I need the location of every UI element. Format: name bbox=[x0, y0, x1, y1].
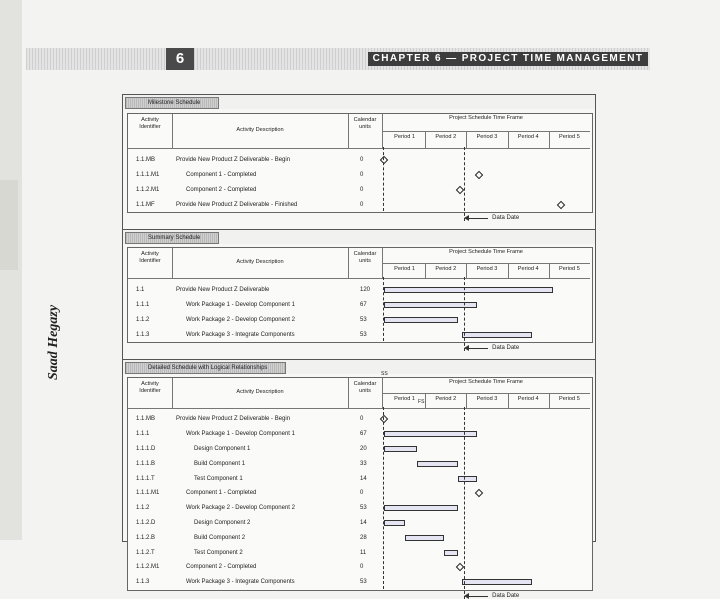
detailed-table-row bbox=[128, 456, 590, 471]
summary-table-row bbox=[128, 327, 590, 342]
calendar-units: 28 bbox=[360, 534, 367, 541]
milestone-diamond bbox=[380, 415, 388, 423]
milestone-section-title: Milestone Schedule bbox=[125, 97, 219, 109]
detailed-table-row bbox=[128, 442, 590, 457]
milestone-header-period-5: Period 5 bbox=[558, 134, 580, 140]
summary-header-rule bbox=[128, 278, 590, 279]
activity-id: 1.1.3 bbox=[136, 331, 150, 338]
detailed-data-date-arrow bbox=[468, 596, 488, 597]
activity-description: Work Package 2 - Develop Component 2 bbox=[186, 316, 295, 323]
activity-id: 1.1.2 bbox=[136, 505, 150, 512]
schedule-bar bbox=[384, 317, 458, 323]
fs-relationship-label: FS bbox=[418, 399, 425, 405]
milestone-diamond bbox=[557, 200, 565, 208]
activity-description: Design Component 1 bbox=[194, 445, 251, 452]
activity-id: 1.1.3 bbox=[136, 579, 150, 586]
activity-description: Work Package 1 - Develop Component 1 bbox=[186, 431, 295, 438]
schedule-bar bbox=[458, 476, 477, 482]
detailed-table-row bbox=[128, 530, 590, 545]
summary-header-period-1: Period 1 bbox=[394, 266, 416, 272]
activity-id: 1.1.2.D bbox=[136, 519, 156, 526]
summary-data-date-line bbox=[464, 277, 465, 351]
schedule-bar bbox=[405, 535, 444, 541]
milestone-header-period-1: Period 1 bbox=[394, 134, 416, 140]
activity-description: Component 1 - Completed bbox=[186, 171, 257, 178]
detailed-header-activity-id: Activity Identifier bbox=[139, 381, 161, 394]
chapter-title: CHAPTER 6 — PROJECT TIME MANAGEMENT bbox=[368, 52, 648, 66]
detailed-header-timeframe: Project Schedule Time Frame bbox=[449, 379, 523, 385]
detailed-header-activity-desc: Activity Description bbox=[236, 389, 284, 395]
detailed-header-period-2: Period 2 bbox=[435, 396, 457, 402]
summary-table-row bbox=[128, 297, 590, 312]
summary-header-period-2: Period 2 bbox=[435, 266, 457, 272]
activity-description: Test Component 1 bbox=[194, 475, 243, 482]
detailed-table-row bbox=[128, 471, 590, 486]
milestone-diamond bbox=[380, 155, 388, 163]
activity-description: Work Package 3 - Integrate Components bbox=[186, 579, 295, 586]
activity-description: Work Package 2 - Develop Component 2 bbox=[186, 505, 295, 512]
detailed-section-bar bbox=[123, 359, 595, 374]
detailed-table-row bbox=[128, 486, 590, 501]
detailed-table-row bbox=[128, 501, 590, 516]
activity-id: 1.1.1.D bbox=[136, 445, 156, 452]
summary-header-activity-id: Activity Identifier bbox=[139, 251, 161, 264]
activity-id: 1.1.1.T bbox=[136, 475, 155, 482]
schedule-bar bbox=[462, 332, 532, 338]
detailed-data-date-label: Data Date bbox=[492, 592, 520, 599]
calendar-units: 0 bbox=[360, 156, 364, 163]
calendar-units: 0 bbox=[360, 490, 364, 497]
schedule-figure bbox=[122, 94, 596, 599]
summary-timeframe-rule bbox=[382, 263, 590, 264]
milestone-header-activity-desc: Activity Description bbox=[236, 127, 284, 133]
detailed-header-period-5: Period 5 bbox=[558, 396, 580, 402]
detailed-header-period-4: Period 4 bbox=[517, 396, 539, 402]
calendar-units: 120 bbox=[360, 286, 371, 293]
summary-table bbox=[127, 247, 593, 343]
activity-description: Component 2 - Completed bbox=[186, 564, 257, 571]
calendar-units: 0 bbox=[360, 416, 364, 423]
calendar-units: 11 bbox=[360, 549, 367, 556]
milestone-data-date-arrow bbox=[468, 218, 488, 219]
activity-id: 1.1.MB bbox=[136, 156, 156, 163]
detailed-table-row bbox=[128, 545, 590, 560]
schedule-bar bbox=[462, 579, 532, 585]
activity-description: Provide New Product Z Deliverable bbox=[176, 286, 270, 293]
detailed-table bbox=[127, 377, 593, 591]
calendar-units: 33 bbox=[360, 460, 367, 467]
milestone-diamond bbox=[475, 170, 483, 178]
activity-id: 1.1.MB bbox=[136, 416, 156, 423]
activity-description: Component 1 - Completed bbox=[186, 490, 257, 497]
detailed-timeframe-rule bbox=[382, 393, 590, 394]
activity-description: Design Component 2 bbox=[194, 519, 251, 526]
summary-table-row bbox=[128, 282, 590, 297]
detailed-table-row bbox=[128, 560, 590, 575]
activity-id: 1.1.1.B bbox=[136, 460, 156, 467]
activity-description: Build Component 1 bbox=[194, 460, 246, 467]
calendar-units: 0 bbox=[360, 201, 364, 208]
author-name: Saad Hegazy bbox=[46, 304, 61, 380]
activity-id: 1.1.2.T bbox=[136, 549, 155, 556]
summary-section-title: Summary Schedule bbox=[125, 232, 219, 244]
summary-header-period-4: Period 4 bbox=[517, 266, 539, 272]
calendar-units: 0 bbox=[360, 186, 364, 193]
activity-id: 1.1.2.M1 bbox=[136, 564, 160, 571]
milestone-header-period-4: Period 4 bbox=[517, 134, 539, 140]
detailed-table-row bbox=[128, 412, 590, 427]
milestone-data-date-label: Data Date bbox=[492, 215, 520, 221]
detailed-table-row bbox=[128, 516, 590, 531]
activity-id: 1.1.2 bbox=[136, 316, 150, 323]
detailed-section-title: Detailed Schedule with Logical Relationships bbox=[125, 362, 286, 374]
chapter-number: 6 bbox=[166, 48, 194, 70]
calendar-units: 53 bbox=[360, 579, 367, 586]
activity-description: Provide New Product Z Deliverable - Begin bbox=[176, 156, 291, 163]
activity-id: 1.1.1 bbox=[136, 301, 150, 308]
summary-header-activity-desc: Activity Description bbox=[236, 259, 284, 265]
milestone-timeframe-rule bbox=[382, 131, 590, 132]
milestone-header-calendar-units: Calendar units bbox=[353, 117, 377, 130]
calendar-units: 0 bbox=[360, 171, 364, 178]
detailed-header-period-1: Period 1 bbox=[394, 396, 416, 402]
left-page-strip bbox=[0, 0, 22, 540]
milestone-data-date-line bbox=[464, 147, 465, 221]
summary-header-timeframe: Project Schedule Time Frame bbox=[449, 249, 523, 255]
calendar-units: 53 bbox=[360, 505, 367, 512]
activity-id: 1.1.1 bbox=[136, 431, 150, 438]
summary-data-date-label: Data Date bbox=[492, 345, 520, 351]
activity-id: 1.1.1.M1 bbox=[136, 171, 160, 178]
detailed-header-period-3: Period 3 bbox=[476, 396, 498, 402]
calendar-units: 67 bbox=[360, 301, 367, 308]
activity-id: 1.1.1.M1 bbox=[136, 490, 160, 497]
calendar-units: 0 bbox=[360, 564, 364, 571]
schedule-bar bbox=[384, 505, 458, 511]
summary-header-period-5: Period 5 bbox=[558, 266, 580, 272]
activity-description: Provide New Product Z Deliverable - Begin bbox=[176, 416, 291, 423]
activity-description: Provide New Product Z Deliverable - Finished bbox=[176, 201, 298, 208]
detailed-header-calendar-units: Calendar units bbox=[353, 381, 377, 394]
summary-header-calendar-units: Calendar units bbox=[353, 251, 377, 264]
milestone-header-timeframe: Project Schedule Time Frame bbox=[449, 115, 523, 121]
summary-header-period-3: Period 3 bbox=[476, 266, 498, 272]
schedule-bar bbox=[417, 461, 458, 467]
activity-id: 1.1.2.M1 bbox=[136, 186, 160, 193]
chapter-header bbox=[26, 48, 650, 70]
schedule-bar bbox=[384, 431, 477, 437]
ss-relationship-label: SS bbox=[381, 371, 388, 377]
milestone-table-row bbox=[128, 152, 590, 167]
schedule-bar bbox=[384, 520, 405, 526]
activity-description: Work Package 1 - Develop Component 1 bbox=[186, 301, 295, 308]
milestone-diamond bbox=[475, 489, 483, 497]
milestone-table bbox=[127, 113, 593, 213]
milestone-header-activity-id: Activity Identifier bbox=[139, 117, 161, 130]
calendar-units: 53 bbox=[360, 331, 367, 338]
milestone-table-row bbox=[128, 182, 590, 197]
schedule-bar bbox=[384, 446, 417, 452]
calendar-units: 14 bbox=[360, 475, 367, 482]
milestone-header-period-2: Period 2 bbox=[435, 134, 457, 140]
calendar-units: 20 bbox=[360, 445, 367, 452]
activity-id: 1.1.MF bbox=[136, 201, 155, 208]
detailed-timeline-start-line bbox=[383, 407, 384, 589]
milestone-header-period-3: Period 3 bbox=[476, 134, 498, 140]
summary-timeline-start-line bbox=[383, 277, 384, 341]
activity-description: Work Package 3 - Integrate Components bbox=[186, 331, 295, 338]
detailed-data-date-line bbox=[464, 407, 465, 599]
calendar-units: 14 bbox=[360, 519, 367, 526]
detailed-header-rule bbox=[128, 408, 590, 409]
schedule-bar bbox=[444, 550, 458, 556]
activity-description: Component 2 - Completed bbox=[186, 186, 257, 193]
schedule-bar bbox=[384, 287, 553, 293]
activity-id: 1.1 bbox=[136, 286, 145, 293]
milestone-table-row bbox=[128, 167, 590, 182]
calendar-units: 53 bbox=[360, 316, 367, 323]
calendar-units: 67 bbox=[360, 431, 367, 438]
summary-table-row bbox=[128, 312, 590, 327]
left-page-shadow bbox=[0, 180, 18, 270]
activity-description: Build Component 2 bbox=[194, 534, 246, 541]
milestone-section-bar bbox=[123, 95, 595, 109]
schedule-bar bbox=[384, 302, 477, 308]
milestone-timeline-start-line bbox=[383, 147, 384, 211]
activity-id: 1.1.2.B bbox=[136, 534, 156, 541]
summary-data-date-arrow bbox=[468, 348, 488, 349]
summary-section-bar bbox=[123, 229, 595, 244]
detailed-table-row bbox=[128, 427, 590, 442]
milestone-header-rule bbox=[128, 148, 590, 149]
activity-description: Test Component 2 bbox=[194, 549, 243, 556]
milestone-table-row bbox=[128, 197, 590, 212]
detailed-table-row bbox=[128, 575, 590, 590]
